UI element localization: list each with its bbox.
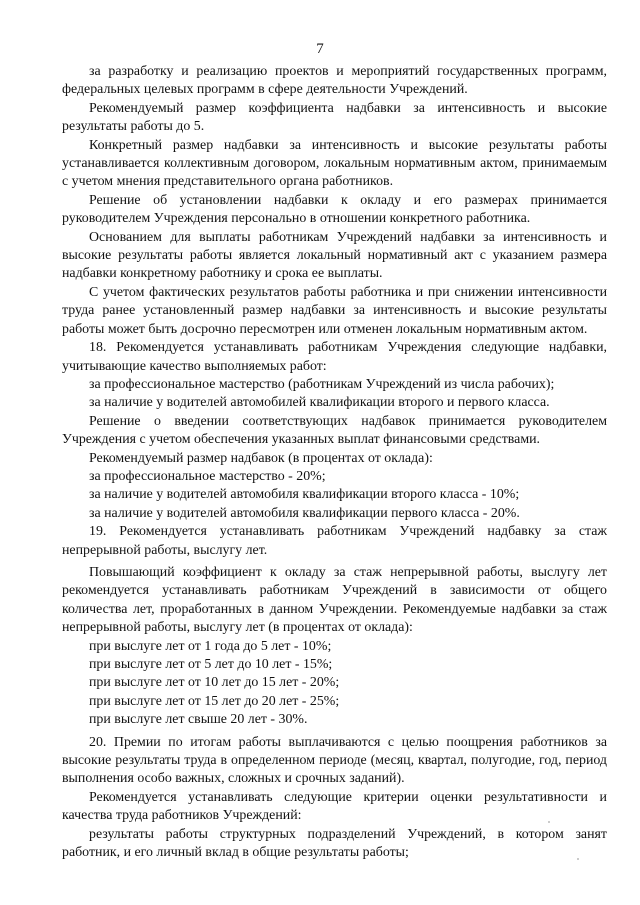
paragraph-revision: С учетом фактических результатов работы работника и при снижении интенсивности труда ранее установленный размер надбавки за интенсивность и высокие результаты работы может быть досрочно пересмотрен или отменен локальным нормативным актом. xyxy=(62,284,607,337)
list-item: при выслуге лет от 5 лет до 10 лет - 15%; xyxy=(89,657,333,672)
section-19-heading: 19. Рекомендуется устанавливать работникам Учреждений надбавку за стаж непрерывной работы, выслугу лет. xyxy=(62,524,607,558)
list-item: при выслуге лет от 15 лет до 20 лет - 25%; xyxy=(89,693,340,709)
list-item: за профессиональное мастерство (работникам Учреждений из числа рабочих); xyxy=(89,376,555,392)
paragraph-seniority-coefficient: Повышающий коэффициент к окладу за стаж непрерывной работы, выслугу лет рекомендуется устанавливать работникам Учреждений в зависимости от общего количества лет, проработанных в данном Учреждении. Рекомендуемые надбавки за стаж непрерывной работы, выслугу лет (в процентах от оклада): xyxy=(62,564,607,636)
section-20-heading: 20. Премии по итогам работы выплачиваются с целью поощрения работников за высокие результаты труда в определенном периоде (месяц, квартал, полугодие, год, период выполнения особо важных, сложных и срочных заданий). xyxy=(62,734,607,787)
paragraph-criteria: Рекомендуется устанавливать следующие критерии оценки результативности и качества труда работников Учреждений: xyxy=(62,789,607,824)
paragraph-specific-size: Конкретный размер надбавки за интенсивность и высокие результаты работы устанавливается коллективным договором, локальным нормативным актом, принимаемым с учетом мнения представительного органа работников. xyxy=(62,137,607,190)
scan-speck xyxy=(548,821,550,823)
list-item: при выслуге лет свыше 20 лет - 30%. xyxy=(89,712,308,728)
paragraph-recommended-sizes: Рекомендуемый размер надбавок (в процентах от оклада): xyxy=(89,450,433,466)
paragraph-recommended-coefficient: Рекомендуемый размер коэффициента надбавки за интенсивность и высокие результаты работы до 5. xyxy=(62,100,607,135)
list-item: при выслуге лет от 1 года до 5 лет - 10%; xyxy=(89,638,332,654)
paragraph-decision-introduction: Решение о введении соответствующих надбавок принимается руководителем Учреждения с учетом обеспечения указанных выплат финансовыми средствами. xyxy=(62,413,607,448)
list-item: за наличие у водителей автомобиля квалификации первого класса - 20%. xyxy=(89,505,520,521)
document-body xyxy=(62,63,607,862)
section-18-heading: 18. Рекомендуется устанавливать работникам Учреждения следующие надбавки, учитывающие качество выполняемых работ: xyxy=(62,340,607,374)
scan-speck xyxy=(577,858,579,860)
paragraph-criteria-first: результаты работы структурных подразделений Учреждений, в котором занят работник, и его личный вклад в общие результаты работы; xyxy=(62,826,607,861)
paragraph-decision-allowance: Решение об установлении надбавки к окладу и его размерах принимается руководителем Учреждения персонально в отношении конкретного работника. xyxy=(62,192,607,227)
list-item: за наличие у водителей автомобиля квалификации второго класса - 10%; xyxy=(89,487,520,503)
list-item: за профессиональное мастерство - 20%; xyxy=(89,468,326,484)
paragraph-intro-continuation: за разработку и реализацию проектов и мероприятий государственных программ, федеральных целевых программ в сфере деятельности Учреждений. xyxy=(62,64,607,98)
list-item: при выслуге лет от 10 лет до 15 лет - 20%; xyxy=(89,675,340,691)
list-item: за наличие у водителей автомобилей квалификации второго и первого класса. xyxy=(89,395,550,411)
paragraph-payment-basis: Основанием для выплаты работникам Учреждений надбавки за интенсивность и высокие результаты работы является локальный нормативный акт с указанием размера надбавки конкретному работнику и срока ее выплаты. xyxy=(62,229,607,282)
page-number: 7 xyxy=(316,41,324,57)
